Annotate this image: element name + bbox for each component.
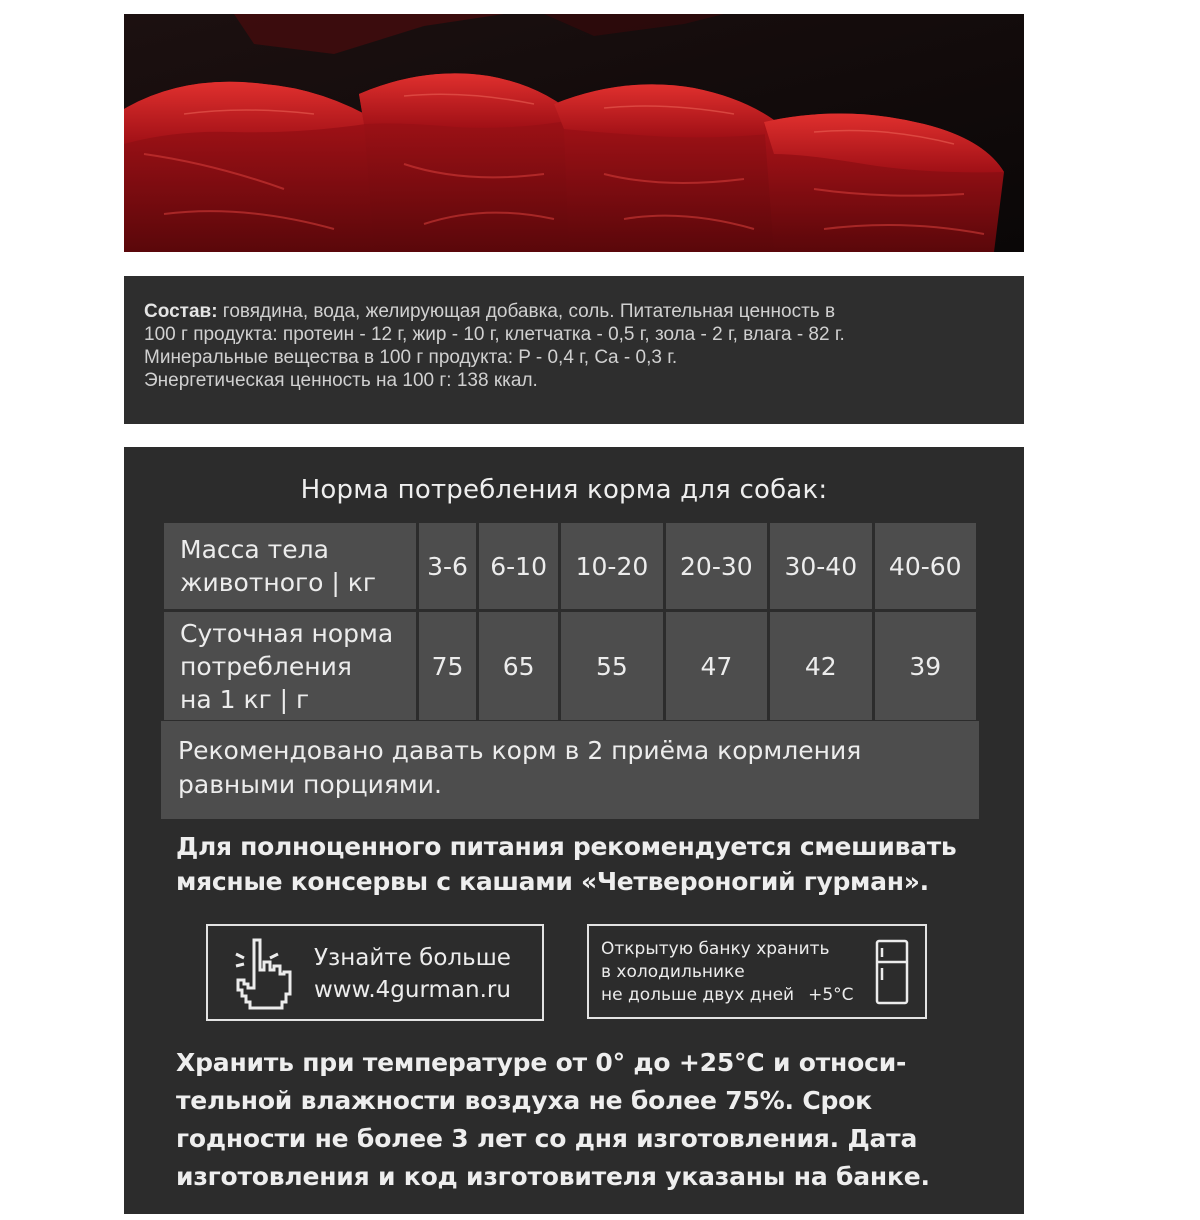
amount-label-cell: Суточная норма потребления на 1 кг | г: [164, 612, 416, 720]
fridge-temperature: +5°C: [808, 985, 854, 1005]
composition-label: Состав:: [144, 301, 218, 322]
amount-cell: 55: [561, 612, 662, 720]
feeding-recommendation: Рекомендовано давать корм в 2 приёма кормления равными порциями.: [161, 721, 979, 819]
fridge-note-box: [587, 924, 927, 1019]
weight-cell: 20-30: [666, 523, 767, 609]
amount-cell: 47: [666, 612, 767, 720]
fridge-icon: [874, 938, 910, 1006]
learn-more-box[interactable]: [206, 924, 544, 1021]
composition-line-1: Состав: говядина, вода, желирующая добавка, соль. Питательная ценность в: [144, 301, 836, 322]
amount-cell: 42: [770, 612, 871, 720]
composition-line-3: Минеральные вещества в 100 г продукта: P - 0,4 г, Ca - 0,3 г.: [144, 347, 678, 368]
amount-cell: 65: [479, 612, 558, 720]
norm-table: [161, 520, 979, 723]
composition-panel: [124, 276, 1024, 424]
feeding-info-panel: [124, 447, 1024, 1214]
pointing-hand-icon: [232, 936, 294, 1012]
table-row-amount: [164, 612, 976, 720]
norm-title: Норма потребления корма для собак:: [300, 475, 828, 505]
weight-label-cell: Масса тела животного | кг: [164, 523, 416, 609]
learn-more-label: Узнайте больше: [314, 945, 511, 971]
weight-cell: 10-20: [561, 523, 662, 609]
table-row-weight: [164, 523, 976, 609]
weight-cell: 3-6: [419, 523, 476, 609]
amount-cell: 75: [419, 612, 476, 720]
storage-conditions: Хранить при температуре от 0° до +25°C и относи- тельной влажности воздуха не более 75%. Срок годности не более 3 лет со дня изготовления. Дата изготовления и код изготовителя указаны на банке.: [176, 1048, 930, 1191]
weight-cell: 40-60: [875, 523, 977, 609]
fridge-note-text: Открытую банку хранить в холодильнике не дольше двух дней +5°C: [601, 939, 854, 1005]
composition-line-4: Энергетическая ценность на 100 г: 138 ккал.: [144, 370, 538, 391]
amount-cell: 39: [875, 612, 977, 720]
mixing-advice: Для полноценного питания рекомендуется смешивать мясные консервы с кашами «Четвероногий гурман».: [176, 832, 957, 896]
website-link[interactable]: www.4gurman.ru: [314, 977, 511, 1003]
composition-line-2: 100 г продукта: протеин - 12 г, жир - 10 г, клетчатка - 0,5 г, зола - 2 г, влага - 82 г.: [144, 324, 845, 345]
weight-cell: 6-10: [479, 523, 558, 609]
learn-more-text: [314, 942, 511, 1006]
meat-photo: [124, 14, 1024, 252]
weight-cell: 30-40: [770, 523, 871, 609]
